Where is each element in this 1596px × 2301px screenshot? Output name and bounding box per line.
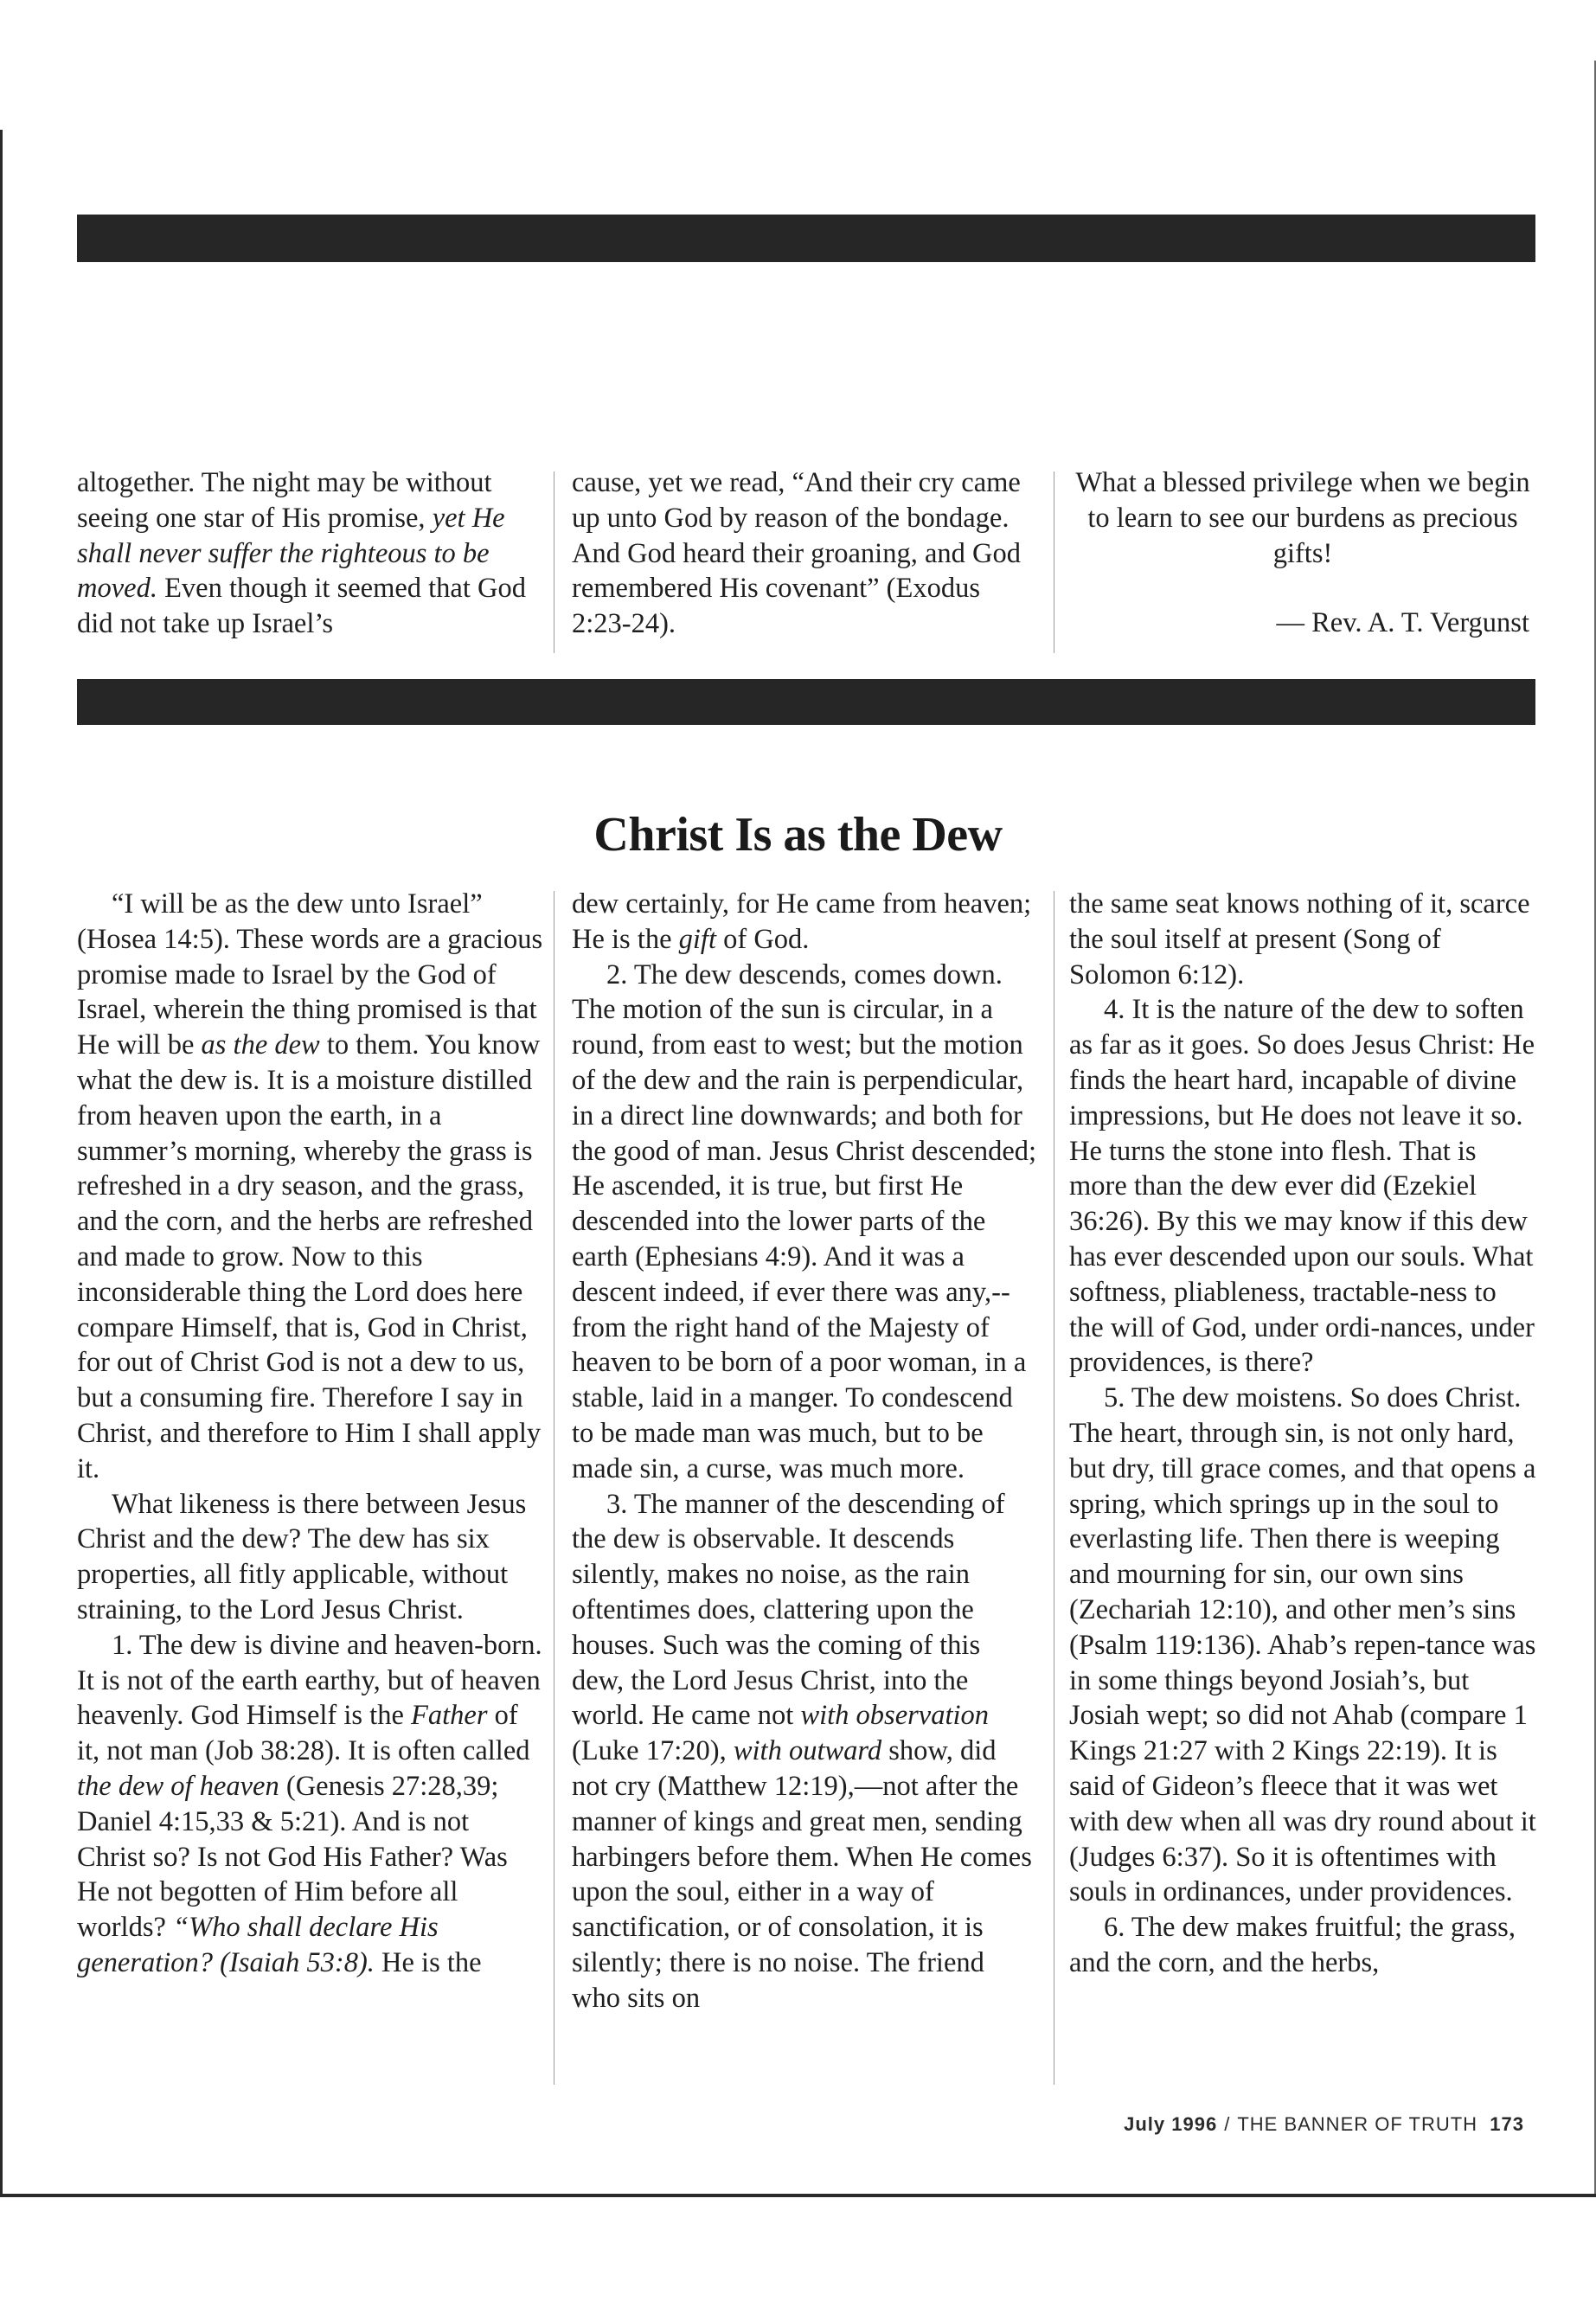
text-run: of it, not man (Job 38:28). It is often called bbox=[77, 1700, 530, 1767]
article-title: Christ Is as the Dew bbox=[593, 807, 1003, 862]
text-run: What likeness is there between Jesus Christ and the dew? The dew has six properties, all fitly applicable, without straining, to the Lord Jesus Christ. bbox=[77, 1488, 527, 1625]
header-column-1 bbox=[77, 465, 544, 642]
article-paragraph bbox=[1069, 992, 1536, 1381]
article-paragraph bbox=[1069, 1381, 1536, 1910]
article-column-3 bbox=[1069, 887, 1536, 1981]
article-column-1 bbox=[77, 887, 544, 1981]
header-column-2 bbox=[572, 465, 1039, 642]
italic-run: the dew of heaven bbox=[77, 1770, 279, 1802]
text-run: He is the bbox=[374, 1946, 482, 1978]
text-run: 3. The manner of the descending of the dew is observable. It descends silently, makes no noise, as the rain oftentimes does, clattering upon the houses. Such was the coming of this dew, the Lord Jesus Christ, into the world. He came not bbox=[572, 1488, 1005, 1732]
article-paragraph bbox=[572, 887, 1039, 958]
text-run: (Luke 17:20), bbox=[572, 1735, 734, 1767]
footer-date: July 1996 bbox=[1124, 2113, 1218, 2135]
text-run: Even though it seemed that God did not take up Israel’s bbox=[77, 573, 526, 640]
italic-run: with outward bbox=[733, 1735, 882, 1767]
top-black-rule bbox=[77, 215, 1535, 262]
header-col3-paragraph: What a blessed privilege when we begin to learn to see our burdens as precious gifts! bbox=[1075, 467, 1530, 569]
article-column-2 bbox=[572, 887, 1039, 2016]
header-column-3 bbox=[1069, 465, 1536, 641]
page-number: 173 bbox=[1490, 2113, 1524, 2135]
text-run: 6. The dew makes fruitful; the grass, and the corn, and the herbs, bbox=[1069, 1912, 1516, 1978]
italic-run: “Who shall declare His generation? (Isaiah 53:8). bbox=[77, 1912, 439, 1978]
text-run: “I will be as the dew unto Israel” (Hosea 14:5). These words are a gracious promise made to Israel by the God of Israel, wherein the thing promised is that He will be bbox=[77, 888, 543, 1061]
text-run: of God. bbox=[716, 923, 810, 955]
italic-run: gift bbox=[678, 923, 716, 955]
italic-run: with observation bbox=[800, 1700, 990, 1732]
scan-edge-left bbox=[0, 130, 3, 2197]
text-run: 5. The dew moistens. So does Christ. The heart, through sin, is not only hard, but dry, till grace comes, and that opens a spring, which springs up in the soul to everlasting life. Then there is weeping and mourning for sin, our own sins (Zechariah 12:10), and other men’s sins (Psalm 119:136). Ahab’s repen-tance was in some things beyond Josiah’s, but Josiah wept; so did not Ahab (compare 1 Kings 21:27 with 2 Kings 22:19). It is said of Gideon’s fleece that it was wet with dew when all was dry round about it (Judges 6:37). So it is oftentimes with souls in ordinances, under providences. bbox=[1069, 1382, 1536, 1908]
italic-run: as the dew bbox=[201, 1029, 320, 1061]
article-paragraph bbox=[77, 1487, 544, 1628]
text-run: to them. You know what the dew is. It is a moisture distilled from heaven upon the earth, in a summer’s morning, whereby the grass is refreshed in a dry season, and the grass, and the corn, and the herbs are refreshed and made to grow. Now to this inconsiderable thing the Lord does here compare Himself, that is, God in Christ, for out of Christ God is not a dew to us, but a consuming fire. Therefore I say in Christ, and therefore to Him I shall apply it. bbox=[77, 1029, 542, 1484]
header-col2-paragraph: cause, yet we read, “And their cry came up unto God by reason of the bondage. And God heard their groaning, and God remembered His covenant” (Exodus 2:23-24). bbox=[572, 467, 1021, 640]
signature: — Rev. A. T. Vergunst bbox=[1276, 607, 1529, 639]
text-run: show, did not cry (Matthew 12:19),—not after the manner of kings and great men, sending harbingers before them. When He comes upon the soul, either in a way of sanctification, or of consolation, it is silently; there is no noise. The friend who sits on bbox=[572, 1735, 1032, 2014]
text-run: dew certainly, for He came from heaven; He is the bbox=[572, 888, 1032, 955]
footer-separator: / bbox=[1224, 2113, 1231, 2135]
article-paragraph bbox=[572, 958, 1039, 1487]
footer-publication: THE BANNER OF TRUTH bbox=[1237, 2113, 1478, 2135]
text-run: the same seat knows nothing of it, scarce the soul itself at present (Song of Solomon 6:12). bbox=[1069, 888, 1530, 990]
article-paragraph bbox=[1069, 1910, 1536, 1981]
italic-run: Father bbox=[411, 1700, 488, 1732]
text-run: (Genesis 27:28,39; Daniel 4:15,33 & 5:21). And is not Christ so? Is not God His Father? Was He not begotten of Him before all worlds? bbox=[77, 1770, 508, 1944]
text-run: altogether. The night may be without seeing one star of His promise, bbox=[77, 467, 492, 534]
section-black-rule bbox=[77, 679, 1535, 725]
article-paragraph bbox=[77, 887, 544, 1487]
scan-edge-bottom bbox=[0, 2194, 1596, 2197]
text-run: 1. The dew is divine and heaven-born. It is not of the earth earthy, but of heaven heavenly. God Himself is the bbox=[77, 1629, 542, 1732]
article-paragraph bbox=[77, 1628, 544, 1981]
italic-run: yet He shall never suffer the righteous to be moved. bbox=[77, 502, 505, 605]
article-paragraph bbox=[1069, 887, 1536, 992]
page-footer bbox=[1124, 2113, 1524, 2136]
text-run: 4. It is the nature of the dew to soften as far as it goes. So does Jesus Christ: He finds the heart hard, incapable of divine impressions, but He does not leave it so. He turns the stone into flesh. That is more than the dew ever did (Ezekiel 36:26). By this we may know if this dew has ever descended upon our souls. What softness, pliableness, tractable-ness to the will of God, under ordi-nances, under providences, is there? bbox=[1069, 994, 1535, 1379]
article-paragraph bbox=[572, 1487, 1039, 2016]
text-run: 2. The dew descends, comes down. The motion of the sun is circular, in a round, from east to west; but the motion of the dew and the rain is perpendicular, in a direct line downwards; and both for the good of man. Jesus Christ descended; He ascended, it is true, but first He descended into the lower parts of the earth (Ephesians 4:9). And it was a descent indeed, if ever there was any,--from the right hand of the Majesty of heaven to be born of a poor woman, in a stable, laid in a manger. To condescend to be made man was much, but to be made sin, a curse, was much more. bbox=[572, 958, 1037, 1484]
header-col1-paragraph bbox=[77, 465, 544, 642]
